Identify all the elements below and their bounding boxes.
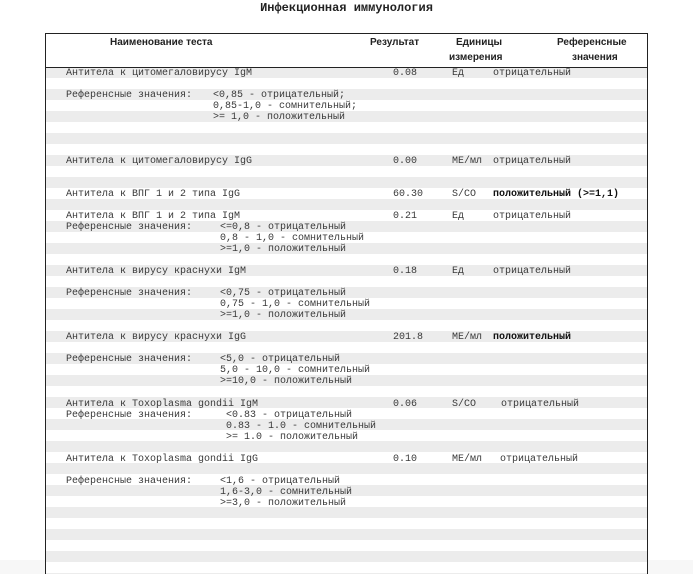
reference-line: <5,0 - отрицательный [220,354,341,365]
reference-line: >=10,0 - положительный [220,376,353,387]
header-units-2: измерения [449,52,503,63]
reference-line: <0,85 - отрицательный; [213,90,346,101]
test-name: Антитела к вирусу краснухи IgG [66,332,247,343]
test-unit: Ед [452,68,465,79]
test-unit: МЕ/мл [452,332,483,343]
header-ref-1: Референсные [557,37,627,48]
test-interpretation: положительный (>=1,1) [493,189,620,200]
reference-line: >= 1.0 - положительный [226,432,359,443]
test-value: 0.06 [393,399,418,410]
test-name: Антитела к Toxoplasma gondii IgG [66,454,259,465]
test-value: 201.8 [393,332,424,343]
test-value: 0.00 [393,156,418,167]
reference-line: 0,8 - 1,0 - сомнительный [220,233,365,244]
test-interpretation: отрицательный [493,156,572,167]
table-header [46,34,647,68]
test-unit: S/CO [452,189,477,200]
reference-line: 1,6-3,0 - сомнительный [220,487,353,498]
test-name: Антитела к ВПГ 1 и 2 типа IgG [66,189,241,200]
reference-label: Референсные значения: [66,90,193,101]
results-table [45,33,648,574]
test-unit: S/CO [452,399,477,410]
reference-line: 0,85-1,0 - сомнительный; [213,101,358,112]
test-value: 0.21 [393,211,418,222]
reference-line: 0,75 - 1,0 - сомнительный [220,299,371,310]
test-interpretation: положительный [493,332,572,343]
test-unit: Ед [452,211,465,222]
test-unit: МЕ/мл [452,454,483,465]
reference-label: Референсные значения: [66,354,193,365]
test-value: 0.10 [393,454,418,465]
test-name: Антитела к цитомегаловирусу IgG [66,156,253,167]
test-unit: Ед [452,266,465,277]
test-interpretation: отрицательный [493,266,572,277]
reference-label: Референсные значения: [66,410,193,421]
page-title: Инфекционная иммунология [260,1,433,15]
reference-label: Референсные значения: [66,288,193,299]
reference-line: <0,75 - отрицательный [220,288,347,299]
test-interpretation: отрицательный [493,68,572,79]
test-interpretation: отрицательный [493,211,572,222]
test-value: 60.30 [393,189,424,200]
reference-line: >=1,0 - положительный [220,310,347,321]
reference-line: >=3,0 - положительный [220,498,347,509]
reference-line: <0.83 - отрицательный [226,410,353,421]
reference-line: <1,6 - отрицательный [220,476,341,487]
reference-line: <=0,8 - отрицательный [220,222,347,233]
reference-label: Референсные значения: [66,476,193,487]
test-name: Антитела к вирусу краснухи IgM [66,266,247,277]
header-result: Результат [370,37,420,48]
test-name: Антитела к ВПГ 1 и 2 типа IgM [66,211,241,222]
test-name: Антитела к Toxoplasma gondii IgM [66,399,259,410]
test-value: 0.08 [393,68,418,79]
test-name: Антитела к цитомегаловирусу IgM [66,68,253,79]
header-ref-2: значения [572,52,618,63]
test-unit: МЕ/мл [452,156,483,167]
test-interpretation: отрицательный [500,454,579,465]
reference-line: 0.83 - 1.0 - сомнительный [226,421,377,432]
test-interpretation: отрицательный [501,399,580,410]
header-units-1: Единицы [456,37,503,48]
reference-line: 5,0 - 10,0 - сомнительный [220,365,371,376]
test-value: 0.18 [393,266,418,277]
reference-label: Референсные значения: [66,222,193,233]
header-name: Наименование теста [110,37,213,48]
reference-line: >= 1,0 - положительный [213,112,346,123]
reference-line: >=1,0 - положительный [220,244,347,255]
